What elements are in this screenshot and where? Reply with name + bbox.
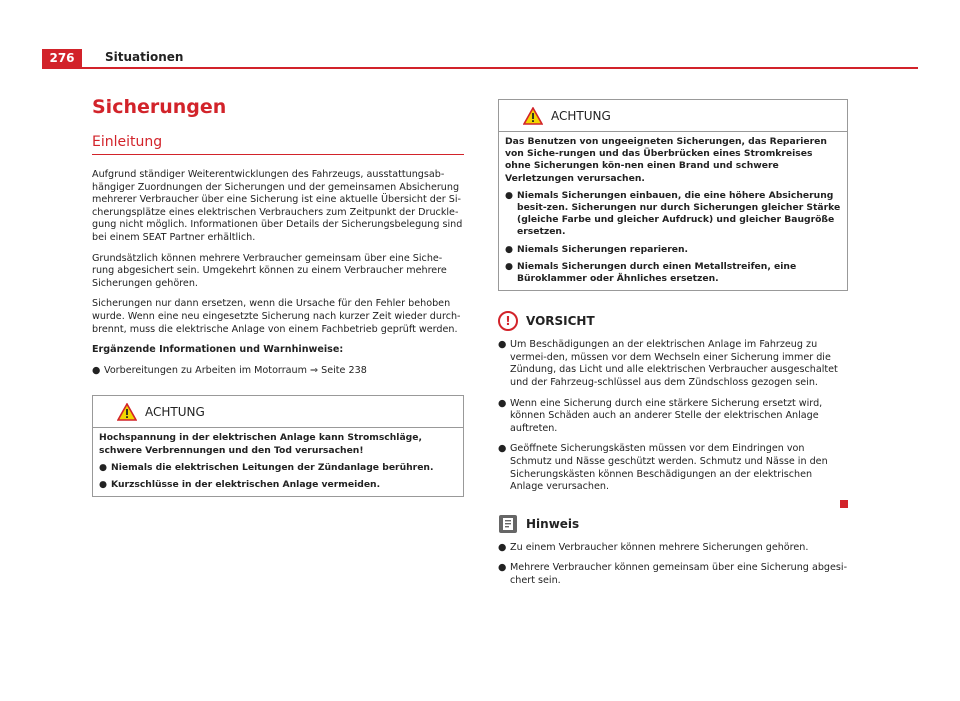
- paragraph: Grundsätzlich können mehrere Verbraucher gemeinsam über eine Siche-rung abgesichert sein. Umgekehrt können zu einem Verbraucher mehrere Sicherungen gehören.: [92, 252, 447, 289]
- caution-title: VORSICHT: [526, 314, 595, 329]
- list-item: [498, 398, 848, 436]
- warning-title: ACHTUNG: [551, 109, 611, 123]
- note-header: [498, 514, 848, 534]
- note-book-icon: [498, 514, 518, 534]
- page-reference-link[interactable]: ⇒ Seite 238: [310, 364, 367, 376]
- bullet-icon: ●: [498, 397, 507, 409]
- bullet-icon: ●: [498, 541, 507, 553]
- warning-body: [93, 428, 463, 496]
- caution-header: [498, 311, 848, 331]
- warning-title: ACHTUNG: [145, 405, 205, 420]
- list-item: [99, 479, 457, 491]
- warning-triangle-icon: [117, 403, 137, 421]
- bullet-icon: ●: [99, 461, 108, 473]
- warning-intro: Das Benutzen von ungeeigneten Sicherungen, das Reparieren von Siche-rungen und das Überbrücken eines Stromkreises ohne Sicherungen kön-nen einen Brand und schwere Verletzungen verursachen.: [505, 136, 827, 184]
- warning-item: Niemals Sicherungen durch einen Metallstreifen, eine Büroklammer oder Ähnliches ersetzen.: [517, 260, 797, 285]
- bullet-icon: ●: [498, 562, 507, 574]
- bullet-text: Vorbereitungen zu Arbeiten im Motorraum: [104, 364, 307, 376]
- list-item: [498, 339, 848, 389]
- warning-box: [498, 99, 848, 291]
- caution-item: Geöffnete Sicherungskästen müssen vor dem Eindringen von Schmutz und Nässe geschützt werden. Schmutz und Nässe in den Sicherungskästen können Beschädigungen an der elektrischen Anlage verursachen.: [510, 443, 828, 493]
- list-item: [92, 365, 464, 378]
- note-title: Hinweis: [526, 516, 580, 531]
- list-item: [498, 562, 848, 587]
- section-title: Situationen: [105, 50, 184, 64]
- paragraph: Sicherungen nur dann ersetzen, wenn die Ursache für den Fehler behoben wurde. Wenn eine neu eingesetzte Sicherung nach kurzer Zeit wieder durch-brennt, muss die elektrische Anlage von einem Fachbetrieb geprüft werden.: [92, 298, 461, 335]
- caution-item: Wenn eine Sicherung durch eine stärkere Sicherung ersetzt wird, können Schäden auch an anderer Stelle der elektrischen Anlage auftreten.: [510, 397, 823, 434]
- page-header: [42, 49, 918, 69]
- warning-box: [92, 395, 464, 497]
- list-item: [505, 261, 841, 285]
- page-number: 276: [42, 49, 82, 67]
- warning-intro: Hochspannung in der elektrischen Anlage kann Stromschläge, schwere Verbrennungen und den Tod verursachen!: [99, 432, 422, 456]
- section-end-marker: [840, 500, 848, 508]
- left-column: [92, 96, 464, 497]
- bullet-icon: ●: [498, 443, 507, 455]
- list-item: [498, 542, 848, 555]
- warning-item: Niemals Sicherungen reparieren.: [517, 243, 689, 255]
- bullet-icon: ●: [505, 260, 514, 272]
- caution-icon: !: [498, 311, 518, 331]
- bullet-icon: ●: [498, 339, 507, 351]
- list-item: [505, 190, 841, 239]
- note-item: Zu einem Verbraucher können mehrere Sicherungen gehören.: [510, 541, 809, 553]
- bullet-icon: ●: [92, 364, 101, 376]
- warning-body: [499, 132, 847, 290]
- paragraph: Aufgrund ständiger Weiterentwicklungen des Fahrzeugs, ausstattungsab-hängiger Zuordnungen der Sicherungen und der gemeinsamen Absicherung mehrerer Verbraucher über eine Sicherung ist eine aktuelle Übersicht der Si-cherungsplätze eines elektrischen Verbrauchers zum Zeitpunkt der Druckle-gung nicht möglich. Informationen über Details der Sicherungsbelegung sind bei einem SEAT Partner erhältlich.: [92, 169, 463, 243]
- list-item: [99, 462, 457, 474]
- bullet-icon: ●: [505, 189, 514, 201]
- warning-triangle-icon: [523, 107, 543, 125]
- caution-item: Um Beschädigungen an der elektrischen Anlage im Fahrzeug zu vermei-den, müssen vor dem Wechseln einer Sicherung immer die Zündung, das Licht und alle elektrischen Verbraucher ausgeschaltet und der Fahrzeug-schlüssel aus dem Zündschloss gezogen sein.: [510, 339, 838, 389]
- additional-info-label: Ergänzende Informationen und Warnhinweise:: [92, 344, 344, 356]
- note-item: Mehrere Verbraucher können gemeinsam über eine Sicherung abgesi-chert sein.: [510, 562, 848, 586]
- warning-header: [499, 100, 847, 132]
- warning-item: Niemals Sicherungen einbauen, die eine höhere Absicherung besit-zen. Sicherungen nur durch Sicherungen gleicher Stärke (gleiche Farbe und gleicher Aufdruck) und gleicher Baugröße ersetzen.: [517, 189, 841, 238]
- bullet-icon: ●: [505, 243, 514, 255]
- warning-item: Niemals die elektrischen Leitungen der Zündanlage berühren.: [111, 461, 434, 473]
- warning-header: [93, 396, 463, 428]
- warning-item: Kurzschlüsse in der elektrischen Anlage vermeiden.: [111, 478, 381, 490]
- list-item: [505, 244, 841, 256]
- page-heading: Sicherungen: [92, 96, 227, 118]
- right-column: [498, 99, 848, 588]
- list-item: [498, 443, 848, 493]
- subheading: Einleitung: [92, 134, 464, 155]
- bullet-icon: ●: [99, 478, 108, 490]
